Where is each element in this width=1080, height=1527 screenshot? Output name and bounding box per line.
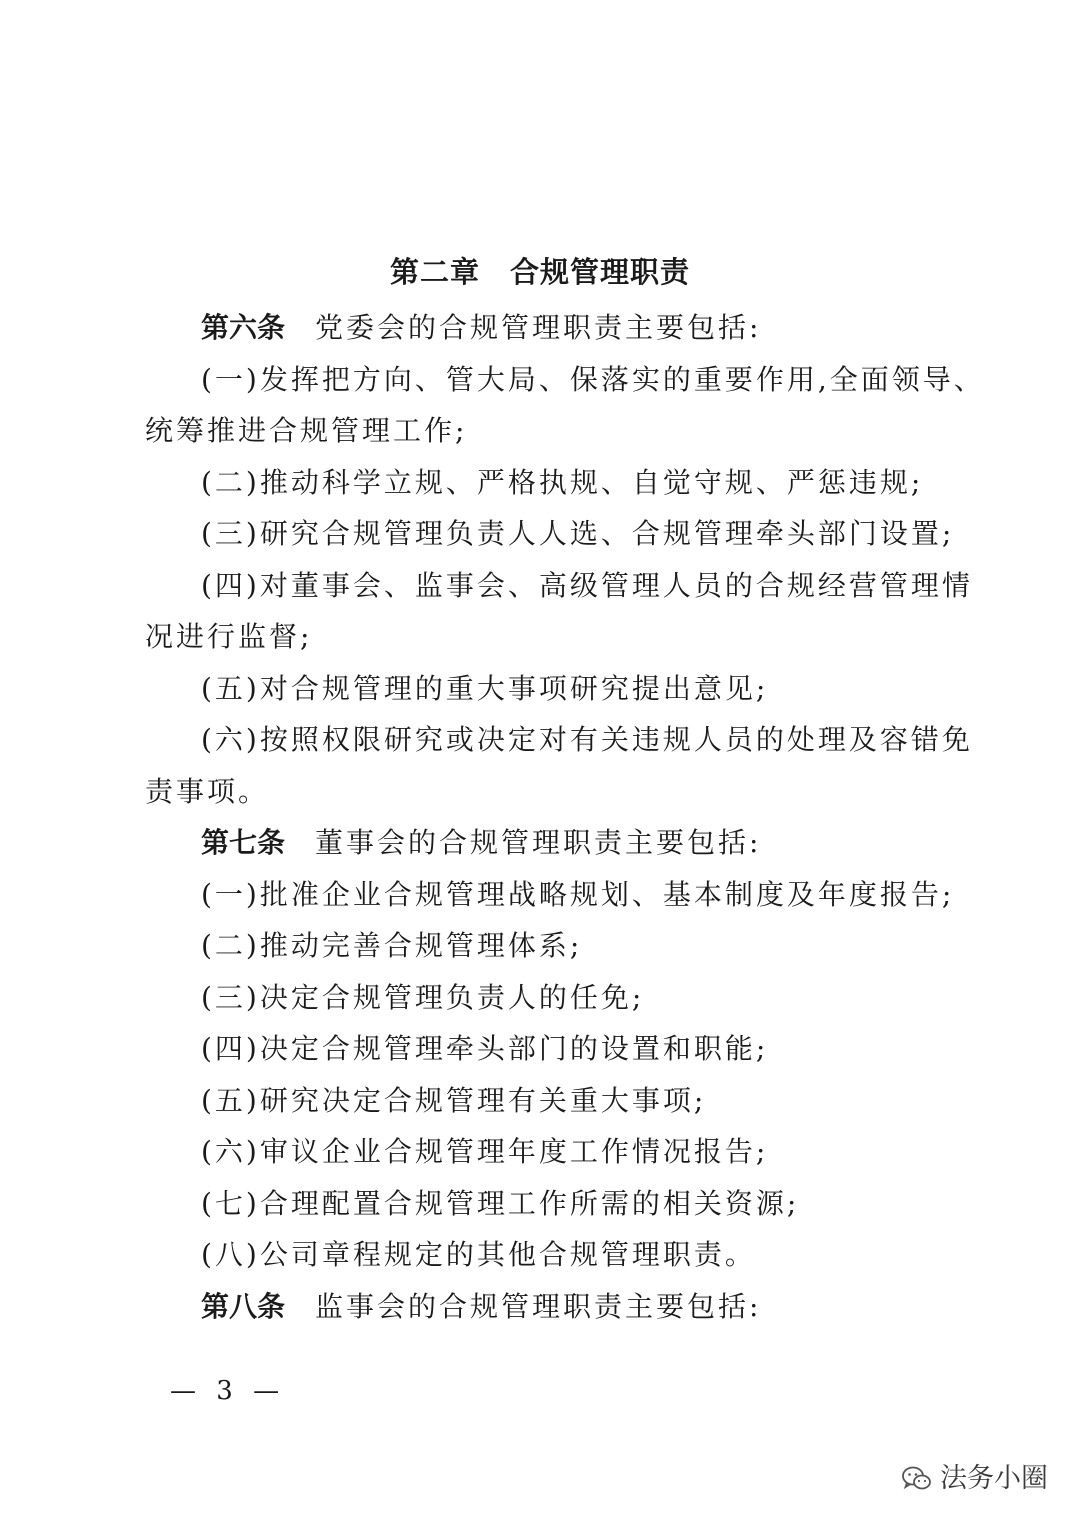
list-item-continuation: 况进行监督; (145, 620, 313, 653)
article-number: 第七条 (201, 826, 286, 859)
list-item: (一)批准企业合规管理战略规划、基本制度及年度报告; (201, 877, 955, 911)
list-item: (二)推动科学立规、严格执规、自觉守规、严惩违规; (201, 465, 924, 499)
article-number: 第八条 (201, 1289, 286, 1323)
watermark (902, 1462, 1048, 1496)
list-item: (五)研究决定合规管理有关重大事项; (201, 1083, 707, 1117)
list-item: (二)推动完善合规管理体系; (201, 929, 583, 962)
article-text: 党委会的合规管理职责主要包括: (315, 311, 762, 344)
article-heading-line (145, 1281, 955, 1333)
list-item: (八)公司章程规定的其他合规管理职责。 (201, 1238, 756, 1271)
chapter-name: 合规管理职责 (510, 255, 691, 289)
chapter-title (0, 250, 1080, 294)
list-item-continuation: 责事项。 (145, 774, 270, 808)
list-item: (五)对合规管理的重大事项研究提出意见; (201, 671, 769, 705)
list-item: (三)研究合规管理负责人人选、合规管理牵头部门设置; (201, 517, 955, 550)
article-number: 第六条 (201, 311, 286, 344)
article-heading-line (145, 302, 955, 354)
list-item: (六)按照权限研究或决定对有关违规人员的处理及容错免 (201, 723, 973, 756)
list-item: (六)审议企业合规管理年度工作情况报告; (201, 1135, 769, 1168)
article-text: 监事会的合规管理职责主要包括: (315, 1289, 762, 1323)
list-item: (七)合理配置合规管理工作所需的相关资源; (201, 1186, 800, 1220)
list-item: (三)决定合规管理负责人的任免; (201, 980, 645, 1014)
article-text: 董事会的合规管理职责主要包括: (315, 826, 762, 859)
list-item: (四)对董事会、监事会、高级管理人员的合规经营管理情 (201, 568, 973, 602)
document-body (145, 302, 985, 1332)
page-number: — 3 — (170, 1376, 286, 1406)
list-item: (一)发挥把方向、管大局、保落实的重要作用,全面领导、 (201, 362, 985, 396)
list-item-continuation: 统筹推进合规管理工作; (145, 414, 468, 447)
article-heading-line (145, 817, 955, 869)
wechat-icon (902, 1466, 932, 1492)
chapter-number: 第二章 (389, 255, 480, 289)
watermark-text: 法务小圈 (940, 1463, 1048, 1494)
list-item: (四)决定合规管理牵头部门的设置和职能; (201, 1032, 769, 1065)
